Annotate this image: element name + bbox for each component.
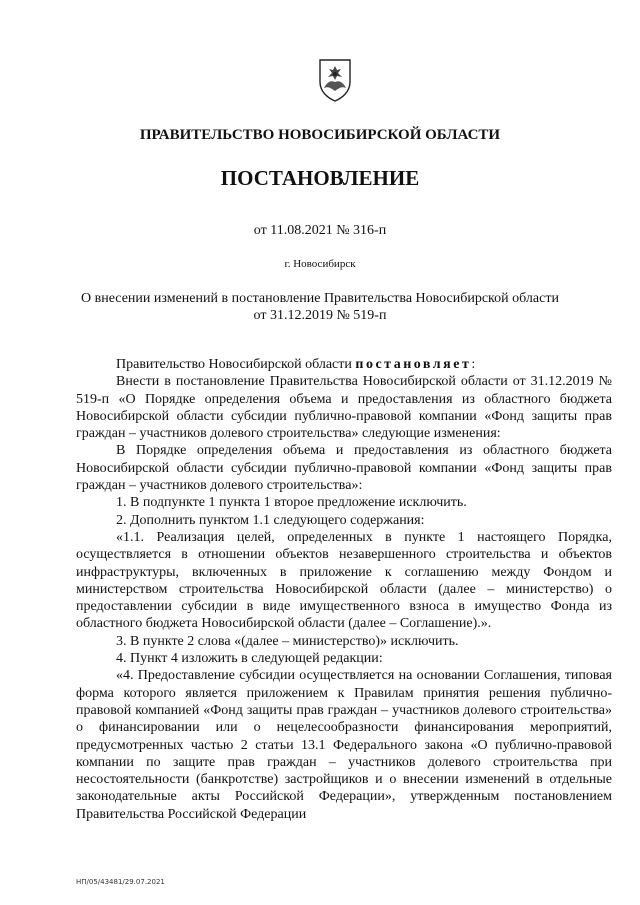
paragraph-4: 2. Дополнить пунктом 1.1 следующего содержания: — [116, 512, 425, 528]
footer-code: НП/05/43481/29.07.2021 — [76, 878, 165, 886]
subject-line-2: от 31.12.2019 № 519-п — [253, 308, 387, 323]
document-type: ПОСТАНОВЛЕНИЕ — [220, 166, 420, 190]
paragraph-6: 3. В пункте 2 слова «(далее – министерство)» исключить. — [116, 633, 459, 649]
paragraph-3: 1. В подпункте 1 пункта 1 второе предложение исключить. — [116, 495, 467, 511]
intro-prefix: Правительство Новосибирской области — [116, 357, 352, 372]
document-subject — [60, 290, 580, 324]
paragraph-1: Внести в постановление Правительства Новосибирской области от 31.12.2019 № 519-п «О Порядке определения объема и предоставления из областного бюджета Новосибирской области субсидии публично-правовой компании «Фонд защиты прав граждан – участников долевого строительства» следующие изменения: — [76, 374, 612, 442]
paragraph-7: 4. Пункт 4 изложить в следующей редакции: — [116, 651, 383, 667]
intro-paragraph — [76, 356, 612, 373]
organization-title: ПРАВИТЕЛЬСТВО НОВОСИБИРСКОЙ ОБЛАСТИ — [139, 127, 501, 143]
document-body — [76, 356, 612, 823]
coat-of-arms-icon — [317, 58, 353, 102]
intro-suffix: : — [471, 357, 476, 372]
date-number-line: от 11.08.2021 № 316-п — [253, 223, 387, 238]
subject-line-1: О внесении изменений в постановление Правительства Новосибирской области — [81, 291, 559, 306]
intro-decree-word: постановляет — [355, 357, 472, 372]
paragraph-2: В Порядке определения объема и предоставления из областного бюджета Новосибирской области субсидии публично-правовой компании «Фонд защиты прав граждан – участников долевого строительства»: — [76, 443, 612, 494]
city-line: г. Новосибирск — [284, 258, 356, 270]
paragraph-5: «1.1. Реализация целей, определенных в пункте 1 настоящего Порядка, осуществляется в отношении объектов незавершенного строительства и объектов инфраструктуры, включенных в приложение к соглашению между Фондом и министерством строительства Новосибирской области (далее – министерство) о предоставлении субсидии в виде имущественного взноса в имущество Фонда из областного бюджета Новосибирской области (далее – Соглашение).». — [76, 529, 612, 632]
paragraph-8: «4. Предоставление субсидии осуществляется на основании Соглашения, типовая форма которого является приложением к Правилам принятия решения публично-правовой компанией «Фонд защиты прав граждан – участников долевого строительства» о финансировании или о нецелесообразности финансирования мероприятий, предусмотренных частью 2 статьи 13.1 Федерального закона «О публично-правовой компании по защите прав граждан – участников долевого строительства при несостоятельности (банкротстве) застройщиков и о внесении изменений в отдельные законодательные акты Российской Федерации», утвержденным постановлением Правительства Российской Федерации — [76, 668, 612, 822]
